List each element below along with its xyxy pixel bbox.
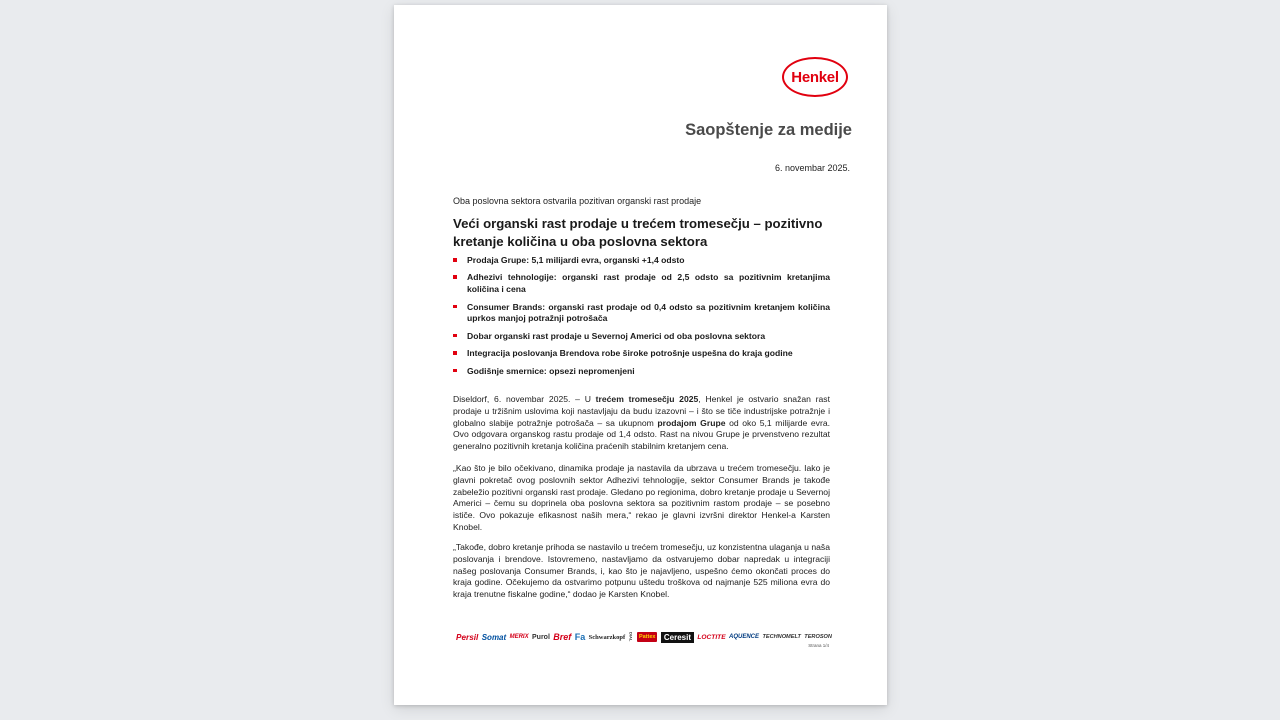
headline: Veći organski rast prodaje u trećem tromesečju – pozitivno kretanje količina u oba poslovna sektora bbox=[453, 216, 823, 249]
brand-logo-teroson: TEROSON bbox=[804, 634, 832, 640]
highlight-item: Prodaja Grupe: 5,1 milijardi evra, organski +1,4 odsto bbox=[453, 255, 830, 267]
brand-logo-bref: Bref bbox=[553, 632, 572, 642]
brand-logo-merix: MERIX bbox=[509, 634, 529, 640]
brand-logo-dial: DIAL bbox=[628, 632, 634, 642]
brand-logo-fa: Fa bbox=[574, 632, 586, 642]
body-paragraph-1: Diseldorf, 6. novembar 2025. – U trećem tromesečju 2025, Henkel je ostvario snažan rast prodaje u tržišnim uslovima koji nastavljaju da budu izazovni – i što se tiče industrijske potražnje i globalno slabije potražnje potrošača – sa ukupnom prodajom Grupe od oko 5,1 milijarde evra. Ovo odgovara organskog rastu prodaje od 1,4 odsto. Rast na nivou Grupe je prvenstveno rezultat generalno pozitivnih kretanja količina praćenih stabilnim kretanjem cena. bbox=[453, 394, 830, 452]
bullet-square-icon bbox=[453, 305, 457, 309]
document-page bbox=[394, 5, 887, 705]
brand-logo-somat: Somat bbox=[481, 632, 507, 642]
bullet-square-icon bbox=[453, 258, 457, 262]
highlight-item: Integracija poslovanja Brendova robe široke potrošnje uspešna do kraja godine bbox=[453, 348, 830, 360]
brand-logo-purol: Purol bbox=[532, 633, 550, 641]
document-date: 6. novembar 2025. bbox=[774, 163, 850, 173]
bullet-square-icon bbox=[453, 369, 457, 373]
highlight-item: Adhezivi tehnologije: organski rast prodaje od 2,5 odsto sa pozitivnim kretanjima količina i cena bbox=[453, 272, 830, 296]
body-paragraph-3: „Takođe, dobro kretanje prihoda se nastavilo u trećem tromesečju, uz konzistentna ulaganja u naša poslovanja i brendove. Istovremeno, nastavljamo da ostvarujemo dobar napredak u integraciji našeg poslovanja Consumer Brands, i, kao što je najavljeno, uspešno ćemo okončati proces do kraja godine. Očekujemo da ostvarimo potpunu uštedu troškova od najmanje 525 miliona evra do kraja trenutne fiskalne godine,“ dodao je Karsten Knobel. bbox=[453, 542, 830, 600]
bullet-square-icon bbox=[453, 334, 457, 338]
brand-logo-persil: Persil bbox=[456, 632, 479, 642]
brand-logo-pattex: Pattex bbox=[638, 634, 656, 640]
brand-logo-ceresit: Ceresit bbox=[661, 632, 694, 643]
henkel-logo-text: Henkel bbox=[791, 68, 839, 86]
brand-logo-loctite: LOCTITE bbox=[697, 633, 726, 641]
brand-logo-aquence: AQUENCE bbox=[729, 634, 760, 640]
brand-logo-technomelt: TECHNOMELT bbox=[762, 634, 801, 640]
intro-line: Oba poslovna sektora ostvarila pozitivan organski rast prodaje bbox=[453, 196, 702, 206]
highlight-item: Dobar organski rast prodaje u Severnoj Americi od oba poslovna sektora bbox=[453, 331, 830, 343]
document-type-title: Saopštenje za medije bbox=[685, 121, 852, 139]
henkel-logo bbox=[782, 57, 848, 97]
highlight-item: Godišnje smernice: opsezi nepromenjeni bbox=[453, 366, 830, 378]
highlight-item: Consumer Brands: organski rast prodaje od 0,4 odsto sa pozitivnim kretanjem količina uprkos manjoj potražnji potrošača bbox=[453, 302, 830, 326]
body-paragraph-2: „Kao što je bilo očekivano, dinamika prodaje ja nastavila da ubrzava u trećem tromesečju. Iako je glavni pokretač ovog poslovnih sektor Adhezivi tehnologije, sektor Consumer Brands je takođe zabeležio pozitivni organski rast prodaje. Gledano po regionima, dobro kretanje prodaje u Severnoj Americi – čemu su doprinela oba poslovna sektora sa pozitivnim rastom prodaje – se posebno ističe. Ovo pokazuje efikasnost naših mera,“ rekao je glavni izvršni direktor Henkel-a Karsten Knobel. bbox=[453, 463, 830, 532]
bullet-square-icon bbox=[453, 351, 457, 355]
brand-logo-strip bbox=[456, 626, 832, 648]
brand-logo-schwarzkopf: Schwarzkopf bbox=[588, 633, 626, 641]
highlights-list bbox=[453, 255, 830, 383]
page-number: Strana 1/4 bbox=[808, 643, 829, 648]
bullet-square-icon bbox=[453, 275, 457, 279]
